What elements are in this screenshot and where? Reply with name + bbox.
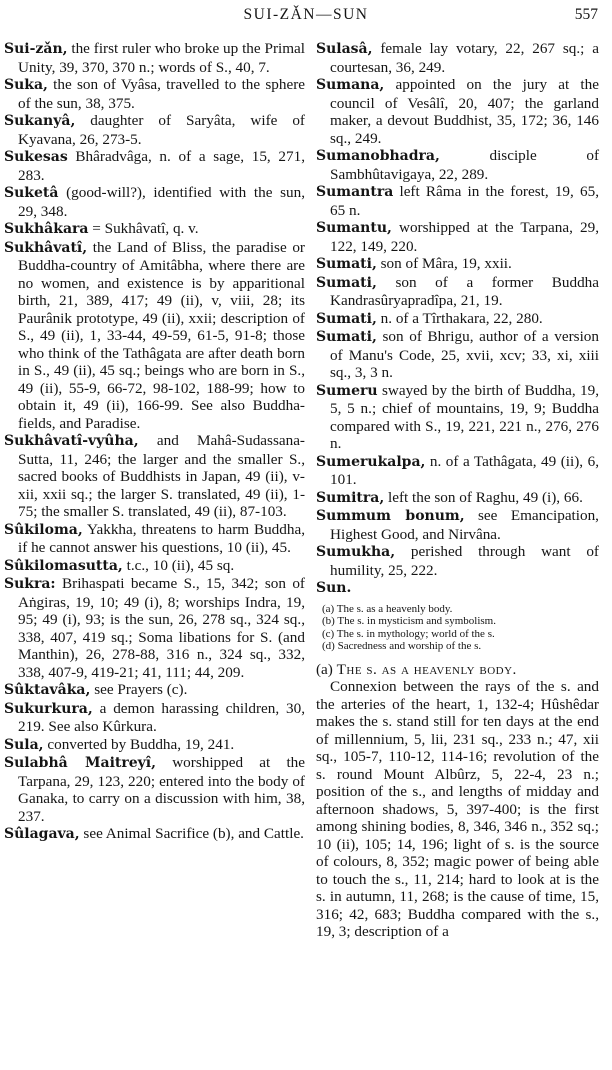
entry-headword: Sumati,: [316, 256, 377, 272]
index-entry: [4, 76, 305, 112]
sun-entry: [316, 579, 599, 598]
entry-text: see Emancipation, Highest Good, and Nirvâna.: [330, 507, 599, 543]
subdivision-item: (a) The s. as a heavenly body.: [322, 602, 453, 615]
index-entry: [316, 507, 599, 543]
entry-headword: Sumerukalpa,: [316, 453, 426, 470]
entry-text: perished through want of humility, 25, 222.: [330, 543, 599, 579]
section-title: The s. as a heavenly body.: [336, 660, 517, 678]
index-entry: [4, 575, 305, 681]
entry-text: Yakkha, threatens to harm Buddha, if he cannot answer his questions, 10 (ii), 45.: [18, 520, 305, 556]
entry-headword: Sumati,: [316, 274, 377, 291]
index-entry: [316, 255, 599, 274]
entry-text: left Râma in the forest, 19, 65, 65 n.: [330, 183, 599, 219]
entry-headword: Sukhâvatî-vyûha,: [4, 433, 139, 449]
index-entry: [316, 543, 599, 579]
index-entry: [316, 183, 599, 219]
entry-headword: Sula,: [4, 736, 44, 753]
index-entry: [4, 681, 305, 700]
entry-headword: Sûkilomasutta,: [4, 557, 123, 574]
index-entry: [4, 432, 305, 521]
sun-subdivisions: [322, 603, 599, 653]
index-entry: [4, 220, 305, 239]
entry-text: t.c., 10 (ii), 45 sq.: [122, 556, 235, 574]
entry-headword: Sûlagava,: [4, 826, 80, 842]
entry-headword: Sukesas: [4, 149, 68, 165]
entry-text: appointed on the jury at the council of Vesâlî, 20, 407; the garland maker, a devout Buddhist, 35, 172; 36, 146 sq., 249.: [330, 76, 599, 147]
entry-headword: Sukra:: [4, 576, 56, 592]
entry-headword: Summum bonum,: [316, 508, 465, 524]
index-entry: [4, 184, 305, 220]
index-entry: [316, 219, 599, 255]
entry-text: Brihaspati became S., 15, 342; son of Aṅgiras, 19, 10; 49 (i), 8; worships Indra, 19, 95; 49 (i), 93; is the sun, 26, 278 sq., 324 sq., 338, 407, 419 sq.; Soma libations for S. (and Manthin), 26, 278-88, 316 n., 324 sq., 332, 338, 407-9, 419-21; 41, 111; 44, 209.: [18, 575, 305, 681]
index-entry: [4, 557, 305, 576]
index-entry: [316, 40, 599, 76]
entry-headword: Sûktavâka,: [4, 682, 91, 698]
entry-headword: Sukhâkara: [4, 221, 89, 237]
subdivision-item: (c) The s. in mythology; world of the s.: [322, 627, 495, 640]
entry-headword: Sumantu,: [316, 220, 392, 236]
entry-text: son of Bhrigu, author of a version of Manu's Code, 25, xvii, xcv; 33, xi, xiii sq., 3, 3 n.: [330, 328, 599, 381]
entry-headword: Sumitra,: [316, 489, 385, 506]
entry-headword: Sûkiloma,: [4, 521, 83, 538]
entry-text: the son of Vyâsa, travelled to the sphere of the sun, 38, 375.: [18, 76, 305, 112]
entry-text: the Land of Bliss, the paradise or Buddha-country of Amitâbha, where there are no women, and existence is by apparitional birth, 21, 389, 417; 49 (ii), v, viii, 28; its Paurânik prototype, 49 (ii), xxii; description of S., 49 (ii), 1, 33-44, 49-59, 61-5, 91-8; those who think of the Tathâgata are after death born in S., 49 (ii), 45 sq.; beings who are born in S., 49 (ii), 55-9, 66-72, 98-102, 188-99; how to obtain it, 49 (ii), 166-99. See also Buddha-fields, and Paradise.: [18, 238, 305, 432]
entry-text: worshipped at the Tarpana, 29, 122, 149, 220.: [330, 219, 599, 255]
entry-text: disciple of Sambhûtavigaya, 22, 289.: [330, 147, 599, 183]
index-entry: [4, 239, 305, 433]
index-entry: [4, 736, 305, 755]
entry-headword: Sulabhâ Maitreyî,: [4, 755, 156, 771]
subdivision-item: (d) Sacredness and worship of the s.: [322, 640, 482, 652]
entry-text: (good-will?), identified with the sun, 29, 348.: [18, 184, 305, 220]
section-label: (a): [316, 660, 333, 678]
section-text: Connexion between the rays of the s. and the arteries of the heart, 1, 132-4; Hûshêdar makes the s. stand still for ten days at the end of millennium, 5, lii, 231 sq., 233 n.; 47, xii sq., 105-7, 110-12, 114-16; revolution of the s. round Mount Albûrz, 5, 22-4, 23 n.; position of the s., and lengths of midday and afternoon shadows, 5, 397-400; is the first among shining bodies, 8, 346, 346 n., 352 sq.; 10 (ii), 105; 14, 196; light of s. is the source of colours, 8, 352; magic power of being able to touch the s., 11, 214; hard to look at is the s. in autumn, 11, 268; is the cause of time, 15, 316; 42, 683; Buddha compared with the s., 19, 3; description of a: [316, 678, 599, 940]
index-entry: [316, 310, 599, 329]
index-entry: [4, 754, 305, 825]
entry-text: n. of a Tîrthakara, 22, 280.: [376, 309, 543, 327]
entry-headword: Suka,: [4, 77, 48, 93]
entry-text: n. of a Tathâgata, 49 (ii), 6, 101.: [330, 452, 599, 488]
index-entry: [316, 274, 599, 310]
right-column: [316, 40, 599, 941]
running-head: SUI-ZǍN—SUN: [243, 6, 369, 23]
entry-headword: Sumeru: [316, 382, 378, 399]
entry-headword: Sukhâvatî,: [4, 239, 88, 256]
entry-text: left the son of Raghu, 49 (i), 66.: [384, 488, 583, 506]
index-entry: [4, 148, 305, 184]
index-entry: [4, 40, 305, 76]
entry-headword: Sumukha,: [316, 544, 396, 560]
entry-text: and Mahâ-Sudassana-Sutta, 11, 246; the larger and the smaller S., sacred books of Buddhists in Japan, 49 (ii), v-xii, xxii sq.; the larger S. translated, 49 (ii), 1-75; the smaller S. translated, 49 (ii), 87-103.: [18, 432, 305, 520]
entry-headword: Sumati,: [316, 310, 377, 327]
entry-text: the first ruler who broke up the Primal Unity, 39, 370, 370 n.; words of S., 40, 7.: [18, 40, 305, 76]
index-entry: [316, 147, 599, 183]
index-entry: [316, 489, 599, 508]
entry-text: daughter of Saryâta, wife of Kyavana, 26, 273-5.: [18, 112, 305, 148]
entry-headword: Sumana,: [316, 77, 385, 93]
page-header: [0, 6, 612, 30]
entry-headword: Sumantra: [316, 184, 394, 200]
index-entry: [4, 700, 305, 736]
entry-headword: Sulasâ,: [316, 41, 373, 57]
entry-text: worshipped at the Tarpana, 29, 123, 220; entered into the body of Ganaka, to carry on a discussion with him, 38, 237.: [18, 754, 305, 825]
entry-text: see Animal Sacrifice (b), and Cattle.: [79, 825, 304, 842]
entry-headword: Sukanyâ,: [4, 113, 76, 129]
entry-text: a demon harassing children, 30, 219. See also Kûrkura.: [18, 699, 305, 735]
subdivision-item: (b) The s. in mysticism and symbolism.: [322, 615, 496, 627]
entry-headword: Sumanobhadra,: [316, 148, 440, 164]
left-column: [4, 40, 305, 844]
entry-text: converted by Buddha, 19, 241.: [43, 735, 235, 753]
entry-headword: Sui-zǎn,: [4, 41, 68, 57]
index-entry: [4, 825, 305, 844]
index-entry: [316, 76, 599, 147]
entry-headword: Sukurkura,: [4, 700, 93, 717]
entry-text: = Sukhâvatî, q. v.: [88, 220, 199, 237]
entry-headword: Suketâ: [4, 185, 59, 201]
entry-text: son of Mâra, 19, xxii.: [376, 255, 512, 272]
index-entry: [316, 328, 599, 382]
section-heading: [316, 661, 599, 679]
entry-text: son of a former Buddha Kandrasûryapradîpa, 21, 19.: [330, 273, 599, 309]
page-number: 557: [574, 6, 598, 23]
sun-headword: Sun.: [316, 580, 352, 596]
index-entry: [4, 521, 305, 557]
entry-text: female lay votary, 22, 267 sq.; a courtesan, 36, 249.: [330, 40, 599, 76]
entry-text: see Prayers (c).: [90, 681, 188, 698]
entry-text: swayed by the birth of Buddha, 19, 5, 5 n.; chief of mountains, 19, 9; Buddha compared with S., 19, 221, 221 n., 276, 276 n.: [330, 381, 599, 452]
index-entry: [316, 453, 599, 489]
index-entry: [4, 112, 305, 148]
entry-headword: Sumati,: [316, 329, 377, 345]
index-entry: [316, 382, 599, 453]
entry-text: Bhâradvâga, n. of a sage, 15, 271, 283.: [18, 148, 305, 184]
